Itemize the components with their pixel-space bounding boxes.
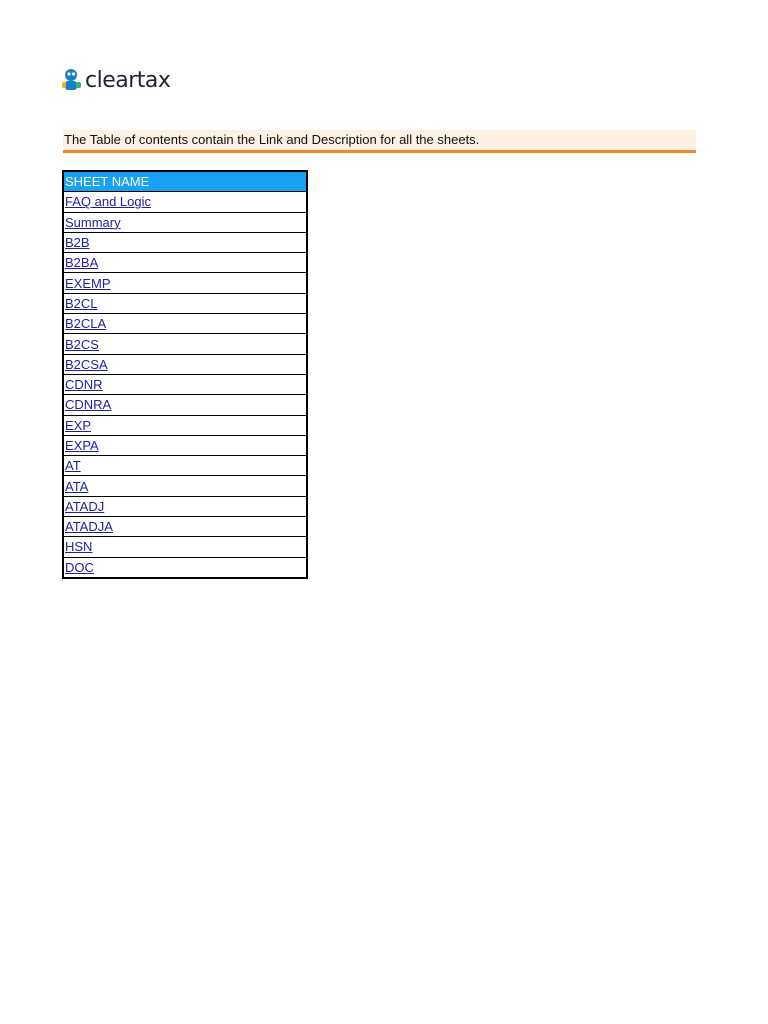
intro-text: The Table of contents contain the Link and Description for all the sheets.	[64, 132, 480, 147]
sheet-link-summary[interactable]: Summary	[65, 214, 121, 230]
table-row	[63, 314, 307, 334]
table-row	[63, 192, 307, 212]
sheet-link-b2cla[interactable]: B2CLA	[65, 316, 107, 332]
sheet-link-atadj[interactable]: ATADJ	[65, 498, 105, 514]
table-row	[63, 212, 307, 232]
sheet-link-cdnra[interactable]: CDNRA	[65, 397, 112, 413]
sheet-link-atadja[interactable]: ATADJA	[65, 519, 113, 535]
table-row	[63, 456, 307, 476]
table-row	[63, 273, 307, 293]
intro-banner	[63, 130, 696, 153]
table-row	[63, 517, 307, 537]
table-row	[63, 293, 307, 313]
table-row	[63, 415, 307, 435]
table-row	[63, 334, 307, 354]
cleartax-logo-icon	[62, 67, 82, 93]
sheet-link-hsn[interactable]: HSN	[65, 539, 93, 555]
sheet-index-table	[62, 170, 308, 579]
table-row	[63, 232, 307, 252]
table-row	[63, 354, 307, 374]
table-row	[63, 557, 307, 578]
sheet-name-header: SHEET NAME	[63, 171, 307, 192]
table-row	[63, 476, 307, 496]
sheet-link-b2ba[interactable]: B2BA	[65, 255, 99, 271]
table-header-row	[63, 171, 307, 192]
sheet-link-doc[interactable]: DOC	[65, 559, 94, 575]
sheet-link-faq-and-logic[interactable]: FAQ and Logic	[65, 194, 151, 210]
table-row	[63, 374, 307, 394]
table-row	[63, 253, 307, 273]
table-row	[63, 496, 307, 516]
sheet-link-b2cs[interactable]: B2CS	[65, 336, 99, 352]
cleartax-logo	[62, 66, 170, 94]
table-row	[63, 435, 307, 455]
sheet-link-exemp[interactable]: EXEMP	[65, 275, 111, 291]
sheet-link-b2cl[interactable]: B2CL	[65, 295, 98, 311]
sheet-link-b2csa[interactable]: B2CSA	[65, 356, 108, 372]
sheet-link-ata[interactable]: ATA	[65, 478, 89, 494]
sheet-link-expa[interactable]: EXPA	[65, 438, 99, 453]
sheet-link-at[interactable]: AT	[65, 458, 81, 474]
table-row	[63, 537, 307, 557]
cleartax-wordmark: cleartax	[85, 67, 171, 93]
table-row	[63, 395, 307, 415]
sheet-link-exp[interactable]: EXP	[65, 417, 92, 433]
sheet-link-cdnr[interactable]: CDNR	[65, 377, 103, 393]
sheet-link-b2b[interactable]: B2B	[65, 235, 90, 251]
